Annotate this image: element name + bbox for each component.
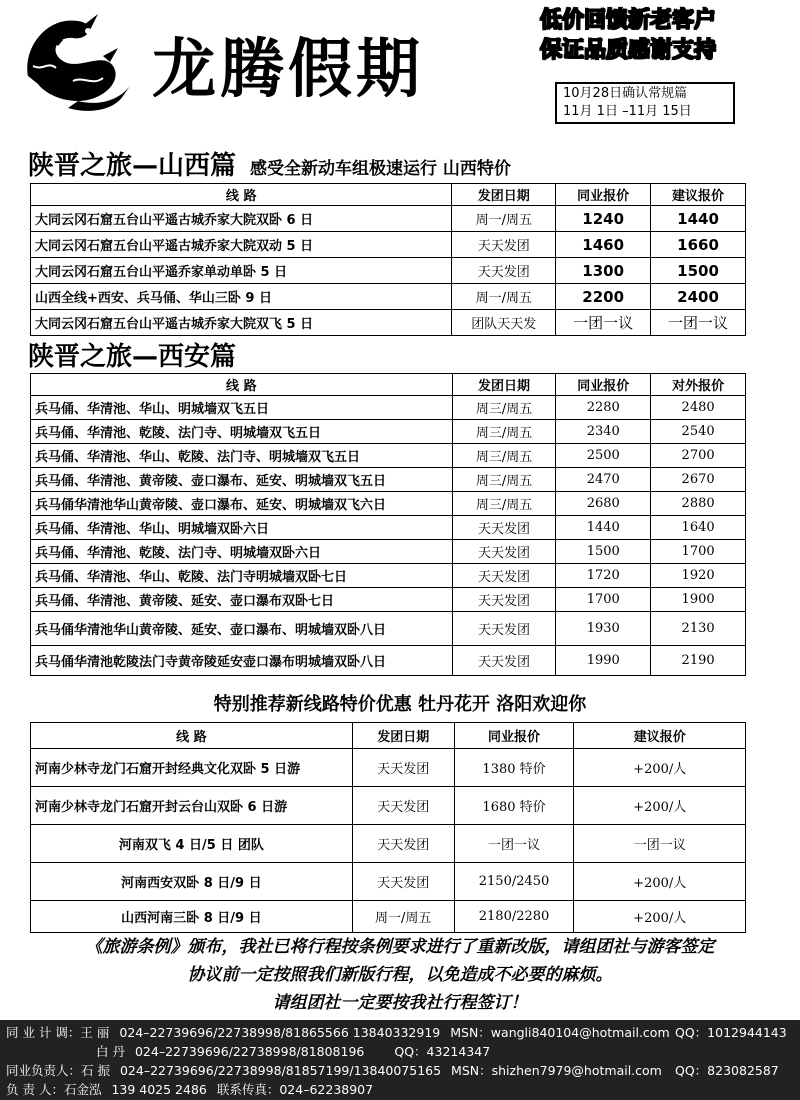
external-price-cell: 1640 bbox=[651, 516, 746, 540]
section-shanxi-heading: 陕晋之旅—山西篇 bbox=[28, 151, 237, 181]
trade-price-cell: 1460 bbox=[556, 232, 651, 258]
brand-title: 龙腾假期 bbox=[152, 33, 424, 107]
trade-price-cell: 1990 bbox=[556, 646, 651, 676]
section-shanxi-subtitle: 感受全新动车组极速运行 山西特价 bbox=[250, 159, 511, 179]
trade-price-cell: 1240 bbox=[556, 206, 651, 232]
trade-price-cell: 1300 bbox=[556, 258, 651, 284]
table-header-row bbox=[31, 184, 746, 206]
contact-qq: QQ：823082587 bbox=[675, 1063, 779, 1078]
col-date: 发团日期 bbox=[352, 723, 454, 749]
contact-phone: 024–22739696/22738998/81808196 bbox=[134, 1044, 365, 1059]
route-cell: 河南少林寺龙门石窟开封云台山双卧 6 日游 bbox=[31, 787, 353, 825]
date-cell: 天天发团 bbox=[452, 588, 556, 612]
contact-row bbox=[6, 1080, 379, 1098]
suggest-price-cell: 1500 bbox=[651, 258, 746, 284]
date-cell: 天天发团 bbox=[452, 540, 556, 564]
table-row bbox=[31, 863, 746, 901]
henan-table bbox=[30, 722, 746, 933]
trade-price-cell: 一团一议 bbox=[556, 310, 651, 336]
route-cell: 兵马俑、华清池、华山、乾陵、法门寺明城墙双卧七日 bbox=[31, 564, 453, 588]
external-price-cell: 2130 bbox=[651, 612, 746, 646]
table-row bbox=[31, 588, 746, 612]
trade-price-cell: 2180/2280 bbox=[454, 901, 574, 933]
date-cell: 周一/周五 bbox=[352, 901, 454, 933]
table-row bbox=[31, 612, 746, 646]
table-row bbox=[31, 825, 746, 863]
contact-row bbox=[96, 1042, 496, 1060]
contact-phone: 024–22739696/22738998/81865566 13840332919 bbox=[119, 1025, 441, 1040]
col-date: 发团日期 bbox=[452, 374, 556, 396]
validity-box bbox=[555, 82, 735, 124]
trade-price-cell: 2500 bbox=[556, 444, 651, 468]
date-cell: 天天发团 bbox=[352, 787, 454, 825]
trade-price-cell: 2150/2450 bbox=[454, 863, 574, 901]
date-cell: 团队天天发 bbox=[452, 310, 556, 336]
external-price-cell: 2670 bbox=[651, 468, 746, 492]
external-price-cell: 2880 bbox=[651, 492, 746, 516]
contact-footer bbox=[0, 1020, 800, 1100]
trade-price-cell: 1680 特价 bbox=[454, 787, 574, 825]
contact-name: 同 业 计 调：王 丽 bbox=[6, 1025, 110, 1040]
table-row bbox=[31, 258, 746, 284]
date-cell: 周三/周五 bbox=[452, 492, 556, 516]
external-price-cell: 2540 bbox=[651, 420, 746, 444]
table-row bbox=[31, 646, 746, 676]
trade-price-cell: 2680 bbox=[556, 492, 651, 516]
col-route: 线 路 bbox=[31, 184, 452, 206]
route-cell: 大同云冈石窟五台山平遥古城乔家大院双卧 6 日 bbox=[31, 206, 452, 232]
table-row bbox=[31, 468, 746, 492]
route-cell: 兵马俑、华清池、华山、明城墙双飞五日 bbox=[31, 396, 453, 420]
date-cell: 周一/周五 bbox=[452, 206, 556, 232]
trade-price-cell: 1930 bbox=[556, 612, 651, 646]
date-cell: 天天发团 bbox=[352, 825, 454, 863]
col-route: 线 路 bbox=[31, 723, 353, 749]
table-row bbox=[31, 564, 746, 588]
trade-price-cell: 一团一议 bbox=[454, 825, 574, 863]
shanxi-table bbox=[30, 183, 746, 336]
validity-line-1: 10月28日确认常规篇 bbox=[563, 86, 688, 101]
notice-line-1: 《旅游条例》颁布，我社已将行程按条例要求进行了重新改版，请组团社与游客签定 bbox=[85, 937, 715, 957]
table-row bbox=[31, 516, 746, 540]
date-cell: 天天发团 bbox=[352, 863, 454, 901]
slogan-line-1: 低价回馈新老客户 bbox=[540, 8, 717, 33]
date-cell: 周一/周五 bbox=[452, 284, 556, 310]
col-trade-price: 同业报价 bbox=[556, 184, 651, 206]
table-row bbox=[31, 396, 746, 420]
trade-price-cell: 1720 bbox=[556, 564, 651, 588]
date-cell: 天天发团 bbox=[452, 612, 556, 646]
contact-msn: MSN：shizhen7979@hotmail.com bbox=[451, 1063, 662, 1078]
contact-name: 白 丹 bbox=[96, 1044, 125, 1059]
date-cell: 周三/周五 bbox=[452, 396, 556, 420]
contact-fax: 联系传真：024–62238907 bbox=[216, 1082, 374, 1097]
external-price-cell: 1920 bbox=[651, 564, 746, 588]
contact-phone: 024–22739696/22738998/81857199/13840075165 bbox=[119, 1063, 442, 1078]
suggest-price-cell: 1440 bbox=[651, 206, 746, 232]
suggest-price-cell: 2400 bbox=[651, 284, 746, 310]
regulation-notice bbox=[8, 933, 792, 1017]
slogan bbox=[540, 6, 790, 66]
route-cell: 大同云冈石窟五台山平遥古城乔家大院双飞 5 日 bbox=[31, 310, 452, 336]
contact-name: 同业负责人：石 振 bbox=[6, 1063, 110, 1078]
date-cell: 天天发团 bbox=[452, 516, 556, 540]
date-cell: 天天发团 bbox=[452, 258, 556, 284]
notice-line-3: 请组团社一定要按我社行程签订！ bbox=[272, 993, 528, 1013]
contact-qq: QQ：43214347 bbox=[394, 1044, 491, 1059]
route-cell: 山西河南三卧 8 日/9 日 bbox=[31, 901, 353, 933]
route-cell: 山西全线+西安、兵马俑、华山三卧 9 日 bbox=[31, 284, 452, 310]
table-row bbox=[31, 787, 746, 825]
suggest-price-cell: +200/人 bbox=[574, 749, 746, 787]
table-row bbox=[31, 901, 746, 933]
table-row bbox=[31, 444, 746, 468]
route-cell: 大同云冈石窟五台山平遥乔家单动单卧 5 日 bbox=[31, 258, 452, 284]
col-trade-price: 同业报价 bbox=[454, 723, 574, 749]
contact-row bbox=[6, 1023, 676, 1041]
col-suggest-price: 建议报价 bbox=[651, 184, 746, 206]
external-price-cell: 2480 bbox=[651, 396, 746, 420]
route-cell: 河南少林寺龙门石窟开封经典文化双卧 5 日游 bbox=[31, 749, 353, 787]
route-cell: 河南双飞 4 日/5 日 团队 bbox=[31, 825, 353, 863]
suggest-price-cell: +200/人 bbox=[574, 863, 746, 901]
promo-headline: 特别推荐新线路特价优惠 牡丹花开 洛阳欢迎你 bbox=[213, 694, 587, 715]
col-route: 线 路 bbox=[31, 374, 453, 396]
trade-price-cell: 2340 bbox=[556, 420, 651, 444]
dragon-logo-icon bbox=[18, 6, 138, 116]
trade-price-cell: 2470 bbox=[556, 468, 651, 492]
table-row bbox=[31, 284, 746, 310]
external-price-cell: 1700 bbox=[651, 540, 746, 564]
trade-price-cell: 1700 bbox=[556, 588, 651, 612]
table-row bbox=[31, 310, 746, 336]
route-cell: 兵马俑、华清池、黄帝陵、壶口瀑布、延安、明城墙双飞五日 bbox=[31, 468, 453, 492]
table-row bbox=[31, 206, 746, 232]
table-header-row bbox=[31, 723, 746, 749]
route-cell: 兵马俑华清池乾陵法门寺黄帝陵延安壶口瀑布明城墙双卧八日 bbox=[31, 646, 453, 676]
col-date: 发团日期 bbox=[452, 184, 556, 206]
suggest-price-cell: 一团一议 bbox=[574, 825, 746, 863]
suggest-price-cell: 一团一议 bbox=[651, 310, 746, 336]
table-header-row bbox=[31, 374, 746, 396]
suggest-price-cell: +200/人 bbox=[574, 901, 746, 933]
date-cell: 周三/周五 bbox=[452, 468, 556, 492]
header bbox=[0, 0, 800, 130]
trade-price-cell: 1440 bbox=[556, 516, 651, 540]
trade-price-cell: 2280 bbox=[556, 396, 651, 420]
route-cell: 兵马俑、华清池、华山、明城墙双卧六日 bbox=[31, 516, 453, 540]
xian-table bbox=[30, 373, 746, 676]
section-shanxi-title bbox=[28, 145, 511, 182]
route-cell: 兵马俑华清池华山黄帝陵、壶口瀑布、延安、明城墙双飞六日 bbox=[31, 492, 453, 516]
contact-name: 负 责 人：石金泓 bbox=[6, 1082, 102, 1097]
date-cell: 周三/周五 bbox=[452, 444, 556, 468]
contact-row bbox=[6, 1061, 668, 1079]
date-cell: 天天发团 bbox=[452, 564, 556, 588]
route-cell: 大同云冈石窟五台山平遥古城乔家大院双动 5 日 bbox=[31, 232, 452, 258]
contact-phone: 139 4025 2486 bbox=[111, 1082, 207, 1097]
slogan-line-2: 保证品质感谢支持 bbox=[540, 38, 717, 63]
section-xian-title bbox=[28, 336, 236, 373]
trade-price-cell: 2200 bbox=[556, 284, 651, 310]
trade-price-cell: 1380 特价 bbox=[454, 749, 574, 787]
suggest-price-cell: +200/人 bbox=[574, 787, 746, 825]
external-price-cell: 1900 bbox=[651, 588, 746, 612]
col-external-price: 对外报价 bbox=[651, 374, 746, 396]
date-cell: 周三/周五 bbox=[452, 420, 556, 444]
table-row bbox=[31, 420, 746, 444]
route-cell: 兵马俑、华清池、黄帝陵、延安、壶口瀑布双卧七日 bbox=[31, 588, 453, 612]
route-cell: 兵马俑、华清池、乾陵、法门寺、明城墙双卧六日 bbox=[31, 540, 453, 564]
table-row bbox=[31, 492, 746, 516]
external-price-cell: 2190 bbox=[651, 646, 746, 676]
route-cell: 河南西安双卧 8 日/9 日 bbox=[31, 863, 353, 901]
suggest-price-cell: 1660 bbox=[651, 232, 746, 258]
date-cell: 天天发团 bbox=[452, 646, 556, 676]
external-price-cell: 2700 bbox=[651, 444, 746, 468]
validity-line-2: 11月 1日 –11月 15日 bbox=[563, 104, 692, 119]
route-cell: 兵马俑、华清池、华山、乾陵、法门寺、明城墙双飞五日 bbox=[31, 444, 453, 468]
table-row bbox=[31, 749, 746, 787]
contact-qq: QQ：1012944143 bbox=[675, 1025, 787, 1040]
route-cell: 兵马俑、华清池、乾陵、法门寺、明城墙双飞五日 bbox=[31, 420, 453, 444]
contact-msn: MSN：wangli840104@hotmail.com bbox=[450, 1025, 670, 1040]
section-xian-heading: 陕晋之旅—西安篇 bbox=[28, 342, 237, 372]
col-trade-price: 同业报价 bbox=[556, 374, 651, 396]
date-cell: 天天发团 bbox=[452, 232, 556, 258]
col-suggest-price: 建议报价 bbox=[574, 723, 746, 749]
notice-line-2: 协议前一定按照我们新版行程，以免造成不必要的麻烦。 bbox=[187, 965, 613, 985]
route-cell: 兵马俑华清池华山黄帝陵、延安、壶口瀑布、明城墙双卧八日 bbox=[31, 612, 453, 646]
table-row bbox=[31, 232, 746, 258]
date-cell: 天天发团 bbox=[352, 749, 454, 787]
trade-price-cell: 1500 bbox=[556, 540, 651, 564]
table-row bbox=[31, 540, 746, 564]
